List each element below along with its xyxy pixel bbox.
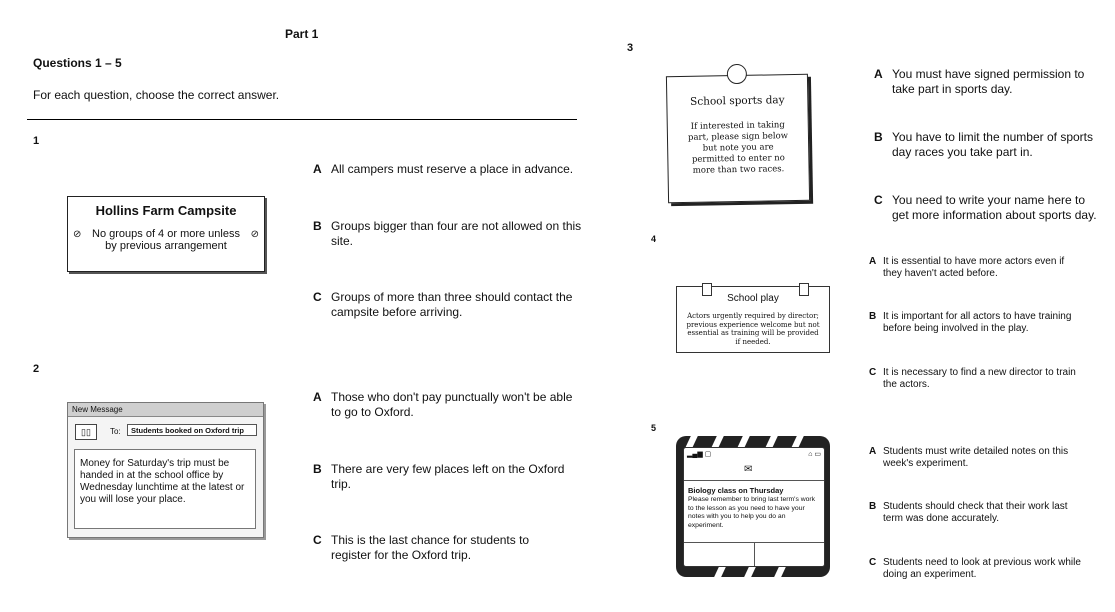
campsite-sign (67, 196, 265, 272)
option-3c[interactable] (874, 193, 1104, 223)
option-5b[interactable] (869, 501, 1079, 525)
option-2b[interactable] (313, 462, 583, 492)
option-4a[interactable] (869, 256, 1074, 280)
question-number-3: 3 (627, 42, 634, 54)
pin-icon (727, 64, 747, 84)
option-4b[interactable] (869, 311, 1079, 335)
option-letter: B (874, 130, 883, 144)
option-letter: C (874, 193, 883, 207)
option-letter: A (869, 446, 877, 457)
option-text: Groups of more than three should contact the campsite before arriving. (331, 290, 573, 319)
school-play-notice (676, 286, 830, 353)
battery-icon: ⌂ ▭ (808, 451, 821, 458)
notice-body: If interested in taking part, please sign below but note you are permitted to enter no more than two races. (687, 120, 789, 176)
option-5a[interactable] (869, 446, 1079, 470)
option-2c[interactable] (313, 533, 563, 563)
message-title: Biology class on Thursday (688, 486, 784, 495)
option-text: It is necessary to find a new director to train the actors. (883, 367, 1076, 390)
email-window (67, 402, 264, 538)
divider (27, 119, 577, 120)
envelope-icon: ✉ (744, 464, 753, 475)
part-title: Part 1 (285, 27, 319, 41)
sign-title: Hollins Farm Campsite (95, 203, 237, 218)
question-number-2: 2 (33, 363, 40, 375)
notice-body: Actors urgently required by director; previous experience welcome but not essential as training will be provided if needed. (686, 312, 820, 346)
option-1c[interactable] (313, 290, 583, 320)
questions-range: Questions 1 – 5 (33, 56, 122, 70)
option-5c[interactable] (869, 557, 1084, 581)
question-number-4: 4 (651, 234, 657, 244)
option-letter: C (313, 533, 322, 547)
option-text: You need to write your name here to get more information about sports day. (892, 193, 1097, 222)
notice-title: School play (727, 293, 779, 304)
option-letter: A (313, 390, 322, 404)
option-letter: B (313, 462, 322, 476)
option-letter: C (313, 290, 322, 304)
sports-day-notice (666, 74, 810, 203)
signal-icon: ▂▄▆ ▢ (687, 451, 712, 458)
option-letter: C (869, 367, 877, 378)
option-text: This is the last chance for students to register for the Oxford trip. (331, 533, 530, 562)
no-entry-icon: ⊘ (250, 229, 259, 240)
no-entry-icon: ⊘ (73, 229, 82, 240)
notice-title: School sports day (689, 94, 785, 108)
option-text: There are very few places left on the Oxford trip. (331, 462, 565, 491)
option-1b[interactable] (313, 219, 583, 249)
option-letter: B (869, 311, 877, 322)
option-1a[interactable] (313, 162, 583, 177)
phone-message (676, 436, 830, 577)
option-4c[interactable] (869, 367, 1079, 391)
option-text: Students should check that their work last term was done accurately. (883, 501, 1068, 524)
question-number-5: 5 (651, 423, 657, 433)
option-text: All campers must reserve a place in advance. (331, 162, 574, 176)
option-text: You must have signed permission to take part in sports day. (892, 67, 1085, 96)
address-book-icon: ▯▯ (75, 424, 97, 440)
to-field: Students booked on Oxford trip (127, 424, 257, 436)
option-text: It is important for all actors to have training before being involved in the play. (883, 311, 1072, 334)
email-window-title: New Message (68, 403, 263, 417)
option-2a[interactable] (313, 390, 573, 420)
question-number-1: 1 (33, 135, 40, 147)
phone-screen (683, 447, 825, 567)
email-body: Money for Saturday's trip must be handed in at the school office by Wednesday lunchtime at the latest or you will lose your place. (74, 449, 256, 529)
to-label: To: (110, 427, 121, 436)
sign-body: No groups of 4 or more unless by previous arrangement (92, 228, 240, 252)
option-3a[interactable] (874, 67, 1104, 97)
option-text: Students must write detailed notes on this week's experiment. (883, 446, 1069, 469)
option-letter: A (874, 67, 883, 81)
option-text: Groups bigger than four are not allowed on this site. (331, 219, 582, 248)
option-letter: A (869, 256, 877, 267)
option-letter: A (313, 162, 322, 176)
instructions: For each question, choose the correct answer. (33, 88, 280, 102)
option-letter: B (313, 219, 322, 233)
option-text: You have to limit the number of sports day races you take part in. (892, 130, 1093, 159)
option-3b[interactable] (874, 130, 1109, 160)
option-text: Students need to look at previous work while doing an experiment. (883, 557, 1081, 580)
option-letter: B (869, 501, 877, 512)
option-letter: C (869, 557, 877, 568)
message-body: Please remember to bring last term's work to the lesson as you need to have your notes with you to help you do an experiment. (688, 496, 816, 529)
option-text: Those who don't pay punctually won't be able to go to Oxford. (331, 390, 573, 419)
option-text: It is essential to have more actors even if they haven't acted before. (883, 256, 1065, 279)
